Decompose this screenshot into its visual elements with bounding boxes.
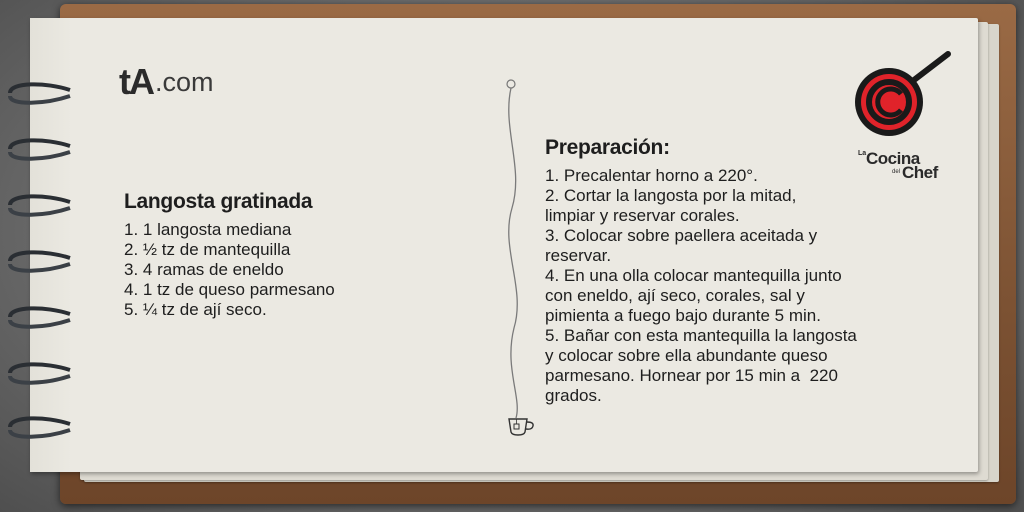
spiral-ring-icon (6, 360, 74, 386)
ingredient-item: 4. 1 tz de queso parmesano (124, 280, 335, 299)
wavy-string-icon (500, 78, 540, 438)
ingredient-item: 5. ¼ tz de ají seco. (124, 300, 267, 319)
ingredient-item: 1. 1 langosta mediana (124, 220, 292, 239)
spiral-ring-icon (6, 80, 74, 106)
preparation-line: pimienta a fuego bajo durante 5 min. (545, 306, 821, 325)
spiral-ring-icon (6, 248, 74, 274)
preparation-line: 5. Bañar con esta mantequilla la langosta (545, 326, 857, 345)
preparation-line: 4. En una olla colocar mantequilla junto (545, 266, 842, 285)
chef-logo-del: del (892, 169, 901, 175)
preparation-line: 3. Colocar sobre paellera aceitada y (545, 226, 818, 245)
chef-logo-chef: Chef (902, 163, 938, 182)
chef-logo-la: La (858, 150, 867, 157)
preparation-line: reservar. (545, 246, 612, 265)
preparation-line: con eneldo, ají seco, corales, sal y (545, 286, 805, 305)
brand-logo (119, 61, 214, 102)
brand-domain: .com (155, 66, 214, 97)
preparation-line: 2. Cortar la langosta por la mitad, (545, 186, 797, 205)
spiral-ring-icon (6, 414, 74, 440)
spiral-ring-icon (6, 192, 74, 218)
chef-logo-cocina: Cocina (866, 149, 920, 168)
spiral-ring-icon (6, 136, 74, 162)
ingredient-item: 2. ½ tz de mantequilla (124, 240, 291, 259)
preparation-line: limpiar y reservar corales. (545, 206, 740, 225)
preparation-line: parmesano. Hornear por 15 min a 220 (545, 366, 838, 385)
preparation-line: grados. (545, 386, 602, 405)
spiral-ring-icon (6, 304, 74, 330)
preparation-title: Preparación: (545, 136, 670, 159)
tea-cup-icon (506, 414, 536, 438)
preparation-line: y colocar sobre ella abundante queso (545, 346, 828, 365)
brand-logo-mark: tA (119, 61, 153, 102)
ingredient-item: 3. 4 ramas de eneldo (124, 260, 284, 279)
preparation-line: 1. Precalentar horno a 220°. (545, 166, 758, 185)
ingredients-section (124, 190, 335, 320)
recipe-title: Langosta gratinada (124, 190, 313, 213)
